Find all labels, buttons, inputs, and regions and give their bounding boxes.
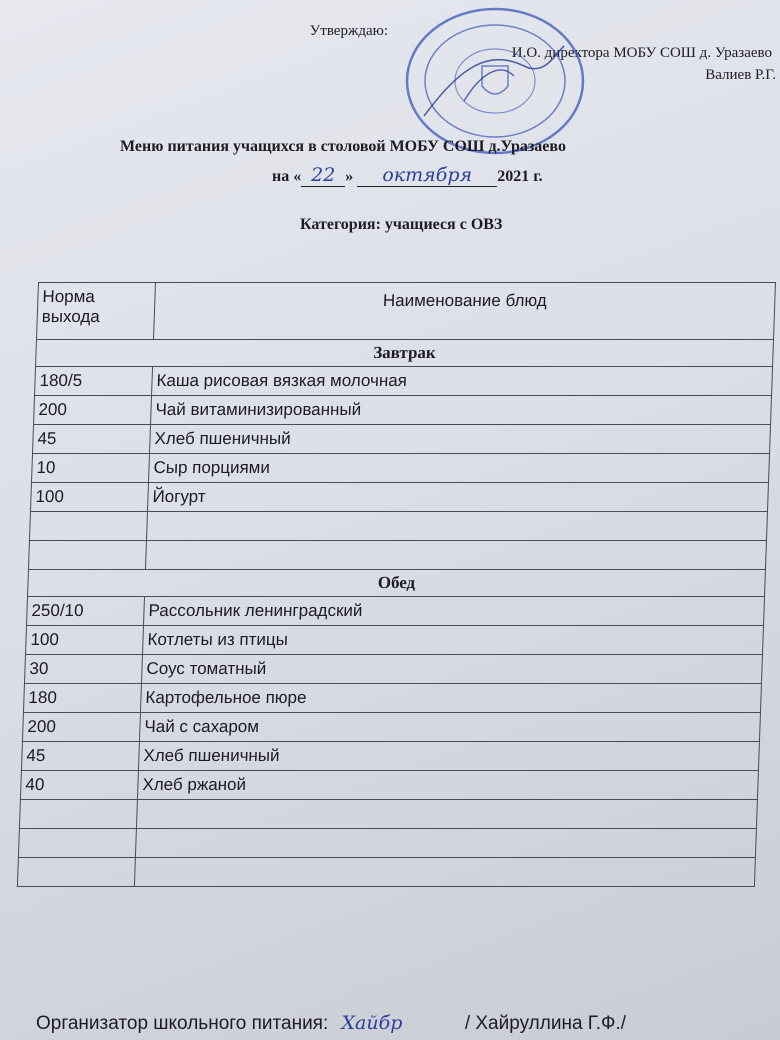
norm-cell: 200 — [22, 713, 140, 742]
table-row — [17, 858, 755, 887]
menu-title: Меню питания учащихся в столовой МОБУ СОШ д.Уразаево — [120, 138, 566, 155]
norm-cell: 180/5 — [35, 367, 153, 396]
norm-cell: 45 — [33, 425, 151, 454]
norm-cell — [29, 512, 147, 541]
menu-date — [272, 164, 543, 187]
dish-cell — [145, 541, 766, 570]
approval-position: И.О. директора МОБУ СОШ д. Уразаево — [511, 45, 772, 61]
table-row — [34, 396, 772, 425]
table-row — [27, 597, 765, 626]
norm-cell: 10 — [31, 454, 149, 483]
organizer-label: Организатор школьного питания: — [36, 1013, 329, 1034]
date-day: 22 — [301, 164, 345, 187]
date-prefix: на « — [272, 168, 302, 185]
approval-name: Валиев Р.Г. — [705, 67, 776, 83]
dish-cell: Хлеб пшеничный — [138, 742, 759, 771]
approval-heading: Утверждаю: — [309, 23, 388, 39]
footer-signature-line — [36, 1012, 626, 1035]
table-row — [25, 626, 763, 655]
section-row — [28, 570, 766, 597]
norm-cell — [19, 800, 137, 829]
norm-cell: 30 — [24, 655, 142, 684]
header-norm: Норма выхода — [36, 283, 155, 340]
norm-cell — [28, 541, 146, 570]
norm-cell: 100 — [30, 483, 148, 512]
dish-cell: Чай с сахаром — [139, 713, 760, 742]
date-year: 2021 г. — [497, 168, 543, 185]
table-row — [22, 713, 760, 742]
section-title: Завтрак — [36, 340, 774, 367]
dish-cell: Хлеб пшеничный — [150, 425, 771, 454]
header-dish: Наименование блюд — [153, 283, 775, 340]
organizer-name: / Хайруллина Г.Ф./ — [464, 1013, 627, 1034]
menu-table — [17, 282, 776, 887]
table-row — [19, 800, 757, 829]
school-seal-stamp — [404, 6, 586, 156]
dish-cell — [134, 858, 755, 887]
dish-cell — [146, 512, 767, 541]
norm-cell: 200 — [34, 396, 152, 425]
menu-category: Категория: учащиеся с ОВЗ — [300, 216, 503, 233]
norm-cell — [17, 858, 135, 887]
norm-cell: 45 — [21, 742, 139, 771]
dish-cell: Рассольник ленинградский — [144, 597, 765, 626]
table-row — [31, 454, 769, 483]
table-row — [21, 742, 759, 771]
dish-cell: Сыр порциями — [148, 454, 769, 483]
organizer-signature: Хайбр — [341, 1012, 403, 1034]
dish-cell: Хлеб ржаной — [137, 771, 758, 800]
norm-cell: 180 — [23, 684, 141, 713]
dish-cell: Йогурт — [147, 483, 768, 512]
dish-cell: Чай витаминизированный — [151, 396, 772, 425]
table-row — [33, 425, 771, 454]
dish-cell: Котлеты из птицы — [142, 626, 763, 655]
table-row — [29, 512, 767, 541]
table-row — [30, 483, 768, 512]
date-month: октября — [357, 164, 497, 187]
table-row — [28, 541, 766, 570]
table-row — [24, 655, 762, 684]
dish-cell: Картофельное пюре — [140, 684, 761, 713]
table-row — [20, 771, 758, 800]
section-title: Обед — [28, 570, 766, 597]
norm-cell: 100 — [25, 626, 143, 655]
table-header-row — [36, 283, 775, 340]
dish-cell — [136, 800, 757, 829]
section-row — [36, 340, 774, 367]
norm-cell: 40 — [20, 771, 138, 800]
dish-cell: Соус томатный — [141, 655, 762, 684]
norm-cell — [18, 829, 136, 858]
table-row — [23, 684, 761, 713]
dish-cell — [135, 829, 756, 858]
norm-cell: 250/10 — [27, 597, 145, 626]
dish-cell: Каша рисовая вязкая молочная — [152, 367, 773, 396]
table-row — [18, 829, 756, 858]
date-mid: » — [345, 168, 354, 185]
table-row — [35, 367, 773, 396]
